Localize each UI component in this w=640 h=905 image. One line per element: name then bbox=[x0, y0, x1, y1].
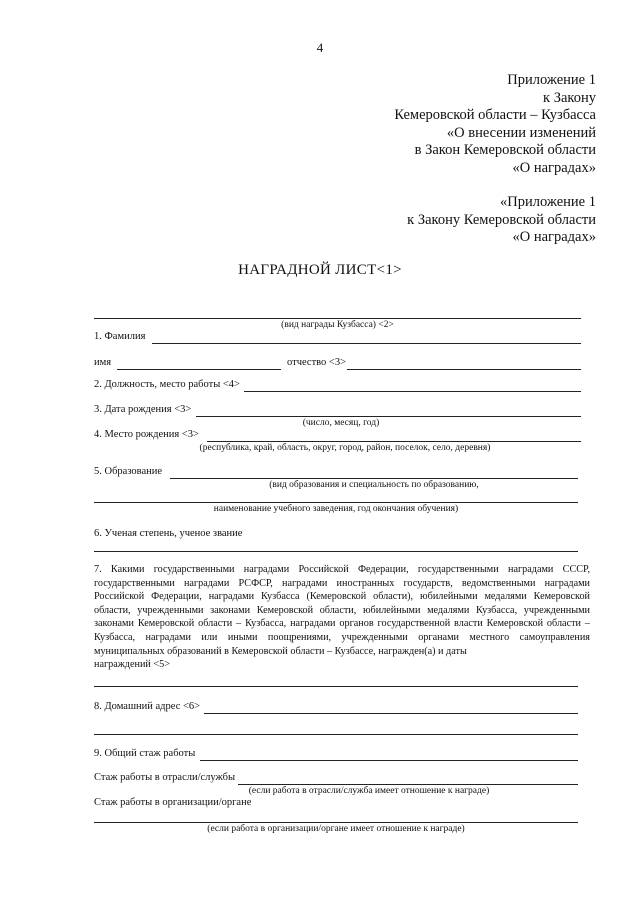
address-label: 8. Домашний адрес <6> bbox=[94, 701, 201, 712]
total-experience-field[interactable] bbox=[200, 760, 578, 761]
org-experience-field[interactable] bbox=[94, 822, 578, 823]
awards-question bbox=[94, 563, 590, 672]
page-number: 4 bbox=[316, 40, 324, 55]
appendix-line: «О наградах» bbox=[512, 229, 596, 245]
education-caption-2: наименование учебного заведения, год окончания обучения) bbox=[213, 504, 459, 514]
appendix-line: Приложение 1 bbox=[507, 72, 596, 88]
birthdate-caption: (число, месяц, год) bbox=[302, 418, 380, 428]
industry-experience-field[interactable] bbox=[238, 784, 578, 785]
appendix-line: «О наградах» bbox=[512, 159, 596, 176]
patronymic-field[interactable] bbox=[347, 369, 581, 370]
appendix-header-old bbox=[407, 194, 596, 247]
education-label: 5. Образование bbox=[94, 466, 163, 477]
birthplace-field[interactable] bbox=[207, 441, 581, 442]
birthdate-field[interactable] bbox=[196, 416, 581, 417]
appendix-line: Кемеровской области – Кузбасса bbox=[394, 107, 596, 123]
award-type-line bbox=[94, 318, 581, 319]
education-field-2[interactable] bbox=[94, 502, 578, 503]
appendix-line: в Закон Кемеровской области bbox=[414, 142, 596, 158]
appendix-line: к Закону bbox=[543, 89, 596, 106]
industry-caption: (если работа в отрасли/служба имеет отношение к награде) bbox=[248, 786, 490, 796]
name-label: имя bbox=[94, 357, 112, 368]
industry-experience-label: Стаж работы в отрасли/службы bbox=[94, 772, 236, 783]
appendix-line: «Приложение 1 bbox=[500, 194, 596, 210]
appendix-line: «О внесении изменений bbox=[446, 124, 596, 141]
document-title: НАГРАДНОЙ ЛИСТ<1> bbox=[238, 262, 402, 278]
awards-question-text: 7. Какими государственными наградами Российской Федерации, государственными наградами СССР, государственными наградами РСФСР, наградами иностранных государств, ведомственными наградами Российской Федерации, наградами Кузбасса (Кемеровской области), юбилейными медалями Кемеровской области, учрежденными законами Кемеровской области, юбилейными медалями Кузбасса, учрежденными законами Кемеровской области – Кузбасса, наградами органов государственной власти Кемеровской области – Кузбасса, наградами или иными поощрениями, учрежденными органами местного самоуправления муниципальных образований в Кемеровской области – Кузбассе, награжден(а) и даты bbox=[94, 564, 590, 657]
birthdate-label: 3. Дата рождения <3> bbox=[94, 404, 192, 415]
total-experience-label: 9. Общий стаж работы bbox=[94, 748, 196, 759]
awards-question-tail: награждений <5> bbox=[94, 659, 170, 671]
appendix-line: к Закону Кемеровской области bbox=[407, 211, 596, 228]
education-caption-1: (вид образования и специальность по образованию, bbox=[269, 480, 479, 490]
org-caption: (если работа в организации/органе имеет отношение к награде) bbox=[207, 824, 465, 834]
award-type-caption: (вид награды Кузбасса) <2> bbox=[281, 320, 394, 330]
address-field-1[interactable] bbox=[204, 713, 578, 714]
appendix-header-new bbox=[394, 72, 596, 177]
position-field[interactable] bbox=[244, 391, 581, 392]
birthplace-label: 4. Место рождения <3> bbox=[94, 429, 199, 440]
org-experience-label: Стаж работы в организации/органе bbox=[94, 797, 252, 808]
awards-field[interactable] bbox=[94, 686, 578, 687]
birthplace-caption: (республика, край, область, округ, город, район, поселок, село, деревня) bbox=[199, 443, 491, 453]
name-field[interactable] bbox=[117, 369, 281, 370]
surname-field[interactable] bbox=[152, 343, 581, 344]
degree-field[interactable] bbox=[94, 551, 578, 552]
surname-label: 1. Фамилия bbox=[94, 331, 146, 342]
patronymic-label: отчество <3> bbox=[287, 357, 347, 368]
address-field-2[interactable] bbox=[94, 734, 578, 735]
degree-label: 6. Ученая степень, ученое звание bbox=[94, 528, 243, 539]
position-label: 2. Должность, место работы <4> bbox=[94, 379, 240, 390]
education-field-1[interactable] bbox=[170, 478, 578, 479]
